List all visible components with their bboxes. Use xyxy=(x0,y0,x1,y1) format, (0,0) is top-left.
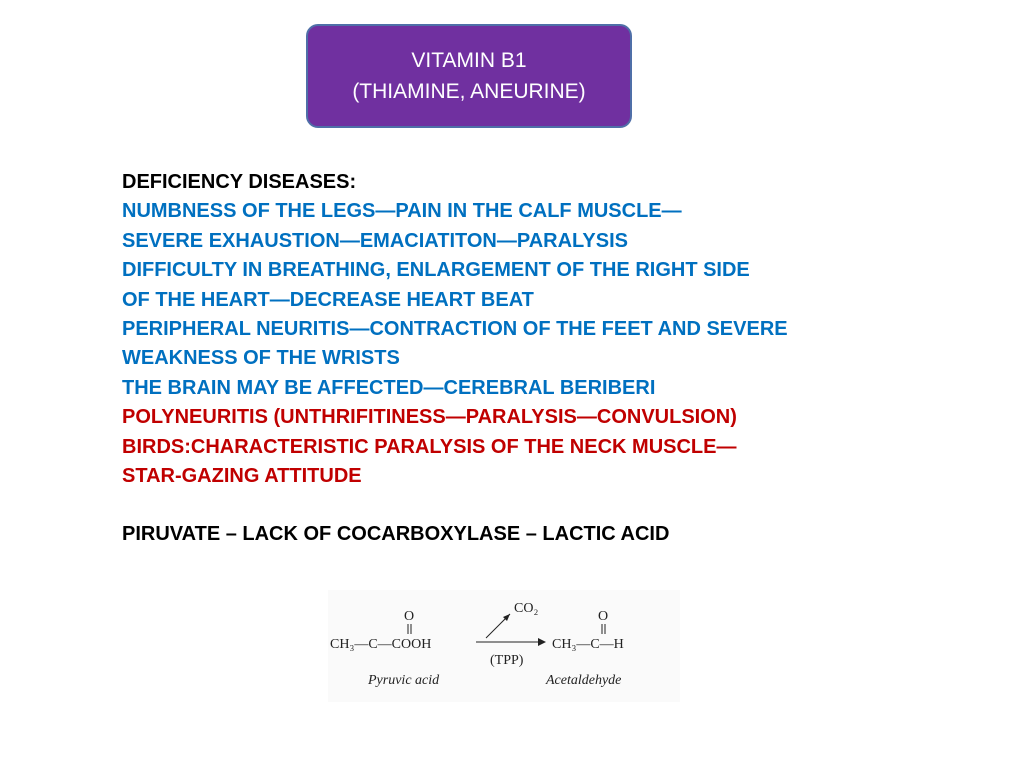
product-oxygen: O xyxy=(598,609,609,624)
symptom-line: NUMBNESS OF THE LEGS—PAIN IN THE CALF MUSCLE— xyxy=(122,200,682,223)
reactant-name: Pyruvic acid xyxy=(368,673,440,688)
symptom-line: WEAKNESS OF THE WRISTS xyxy=(122,347,400,370)
symptom-line: OF THE HEART—DECREASE HEART BEAT xyxy=(122,288,534,311)
symptom-line: SEVERE EXHAUSTION—EMACIATITON—PARALYSIS xyxy=(122,229,628,252)
reactant-oxygen: O xyxy=(404,609,415,624)
symptom-line: THE BRAIN MAY BE AFFECTED—CEREBRAL BERIBERI xyxy=(122,376,656,399)
reactant-formula: CH₃—C—COOH xyxy=(330,637,432,652)
animal-symptom-line: STAR-GAZING ATTITUDE xyxy=(122,465,362,488)
reaction-diagram xyxy=(328,590,680,702)
pathway-line: PIRUVATE – LACK OF COCARBOXYLASE – LACTIC ACID xyxy=(122,523,670,546)
title-line-2: (THIAMINE, ANEURINE) xyxy=(352,80,586,103)
product-formula: CH₃—C—H xyxy=(552,637,624,652)
animal-symptom-line: POLYNEURITIS (UNTHRIFITINESS—PARALYSIS—CONVULSION) xyxy=(122,406,737,429)
reaction-figure xyxy=(328,590,680,702)
title-line-1: VITAMIN B1 xyxy=(411,49,527,72)
product-name: Acetaldehyde xyxy=(546,673,622,688)
section-heading: DEFICIENCY DISEASES: xyxy=(122,171,357,193)
title-box xyxy=(306,24,632,128)
content-body xyxy=(122,168,1002,550)
animal-symptom-line: BIRDS:CHARACTERISTIC PARALYSIS OF THE NECK MUSCLE— xyxy=(122,435,737,458)
cofactor-label: (TPP) xyxy=(490,653,524,668)
symptom-line: PERIPHERAL NEURITIS—CONTRACTION OF THE FEET AND SEVERE xyxy=(122,318,788,341)
spacer xyxy=(122,491,1002,520)
co2-label: CO₂ xyxy=(514,601,539,616)
symptom-line: DIFFICULTY IN BREATHING, ENLARGEMENT OF THE RIGHT SIDE xyxy=(122,259,750,282)
